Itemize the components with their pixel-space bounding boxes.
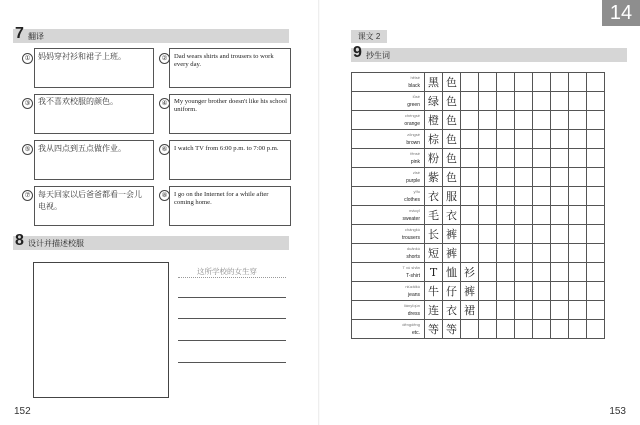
- translate-text-8: I go on the Internet for a while after coming home.: [174, 191, 269, 206]
- practice-cell[interactable]: [497, 244, 515, 263]
- translate-text-5: 我从四点到五点做作业。: [38, 144, 126, 153]
- practice-cell[interactable]: [551, 149, 569, 168]
- lesson-tab: 课文 2: [351, 30, 387, 43]
- vocab-pinyin: zǐsè: [412, 170, 420, 175]
- uniform-drawing-box[interactable]: [33, 262, 169, 398]
- vocab-label: [352, 73, 425, 92]
- vocab-english: dress: [407, 311, 420, 317]
- practice-cell[interactable]: [479, 225, 497, 244]
- practice-cell[interactable]: [569, 168, 587, 187]
- vocab-english: shorts: [406, 254, 420, 260]
- practice-cell[interactable]: [551, 320, 569, 339]
- vocab-character: 黑: [425, 73, 443, 92]
- prompt-underline: [178, 277, 286, 278]
- practice-cell[interactable]: [569, 320, 587, 339]
- practice-cell[interactable]: [461, 73, 479, 92]
- practice-cell[interactable]: [587, 263, 605, 282]
- practice-cell[interactable]: [587, 244, 605, 263]
- item-number-4: ④: [159, 98, 170, 109]
- writing-line-2[interactable]: [178, 318, 286, 319]
- vocab-character: 裤: [443, 225, 461, 244]
- vocab-english: brown: [406, 140, 420, 146]
- vocab-pinyin: T xù shān: [402, 265, 420, 270]
- vocab-character: 长: [425, 225, 443, 244]
- section-7-number: 7: [15, 25, 24, 42]
- practice-cell[interactable]: [533, 187, 551, 206]
- vocab-pinyin: niúzǎikù: [405, 284, 420, 289]
- practice-cell[interactable]: [461, 225, 479, 244]
- practice-cell[interactable]: [551, 130, 569, 149]
- vocab-character: 色: [443, 73, 461, 92]
- vocab-character: 裙: [461, 301, 479, 320]
- vocab-pinyin: lǜsè: [412, 94, 420, 99]
- practice-cell[interactable]: [479, 206, 497, 225]
- vocab-character: 色: [443, 92, 461, 111]
- translate-text-1: 妈妈穿衬衫和裙子上班。: [38, 52, 126, 61]
- practice-cell[interactable]: [587, 149, 605, 168]
- practice-cell[interactable]: [461, 130, 479, 149]
- item-number-1: ①: [22, 53, 33, 64]
- practice-cell[interactable]: [497, 168, 515, 187]
- practice-cell[interactable]: [461, 206, 479, 225]
- vocab-row: [352, 263, 605, 282]
- section-9-number: 9: [353, 44, 362, 61]
- practice-cell[interactable]: [587, 168, 605, 187]
- practice-cell[interactable]: [587, 282, 605, 301]
- practice-cell[interactable]: [461, 187, 479, 206]
- practice-cell[interactable]: [497, 92, 515, 111]
- practice-cell[interactable]: [569, 225, 587, 244]
- vocab-row: [352, 168, 605, 187]
- vocab-english: jeans: [408, 292, 420, 298]
- practice-cell[interactable]: [533, 92, 551, 111]
- vocab-character: 粉: [425, 149, 443, 168]
- vocab-english: purple: [406, 178, 420, 184]
- practice-cell[interactable]: [515, 225, 533, 244]
- translate-text-4: My younger brother doesn't like his school uniform.: [174, 98, 287, 113]
- practice-cell[interactable]: [515, 206, 533, 225]
- item-number-8: ⑧: [159, 190, 170, 201]
- practice-cell[interactable]: [587, 206, 605, 225]
- vocab-character: 衫: [461, 263, 479, 282]
- practice-cell[interactable]: [533, 301, 551, 320]
- practice-cell[interactable]: [479, 111, 497, 130]
- section-8-number: 8: [15, 232, 24, 249]
- vocab-row: [352, 111, 605, 130]
- vocab-character: 色: [443, 168, 461, 187]
- vocab-pinyin: máoyī: [409, 208, 420, 213]
- vocab-english: T-shirt: [406, 273, 420, 279]
- practice-cell[interactable]: [515, 168, 533, 187]
- vocab-pinyin: fěnsè: [410, 151, 420, 156]
- practice-cell[interactable]: [515, 130, 533, 149]
- practice-cell[interactable]: [497, 282, 515, 301]
- practice-cell[interactable]: [461, 320, 479, 339]
- vocab-character: 服: [443, 187, 461, 206]
- vocab-label: [352, 263, 425, 282]
- section-7-header: [13, 25, 289, 43]
- vocab-character: 等: [425, 320, 443, 339]
- practice-cell[interactable]: [569, 149, 587, 168]
- vocab-row: [352, 301, 605, 320]
- vocab-pinyin: děngděng: [402, 322, 420, 327]
- vocab-pinyin: chángkù: [404, 227, 420, 232]
- practice-cell[interactable]: [551, 206, 569, 225]
- practice-cell[interactable]: [587, 301, 605, 320]
- practice-cell[interactable]: [497, 130, 515, 149]
- vocab-character: 裤: [443, 244, 461, 263]
- vocab-label: [352, 244, 425, 263]
- section-9-header: [351, 44, 627, 62]
- vocab-label: [352, 111, 425, 130]
- vocab-english: etc.: [411, 330, 420, 336]
- vocab-row: [352, 187, 605, 206]
- page-number-left: 152: [14, 406, 31, 417]
- practice-cell[interactable]: [461, 244, 479, 263]
- vocab-label: [352, 225, 425, 244]
- practice-cell[interactable]: [533, 168, 551, 187]
- practice-cell[interactable]: [569, 206, 587, 225]
- practice-cell[interactable]: [479, 301, 497, 320]
- vocab-label: [352, 92, 425, 111]
- practice-cell[interactable]: [461, 149, 479, 168]
- practice-cell[interactable]: [515, 263, 533, 282]
- practice-cell[interactable]: [479, 92, 497, 111]
- vocab-pinyin: liányīqún: [403, 303, 420, 308]
- description-prompt: 这所学校的女生穿: [197, 267, 257, 276]
- vocab-english: orange: [404, 121, 420, 127]
- vocab-label: [352, 168, 425, 187]
- vocab-character: 毛: [425, 206, 443, 225]
- vocab-label: [352, 320, 425, 339]
- practice-cell[interactable]: [587, 320, 605, 339]
- vocab-english: trousers: [401, 235, 420, 241]
- practice-cell[interactable]: [533, 149, 551, 168]
- page-number-right: 153: [609, 406, 626, 417]
- vocab-row: [352, 73, 605, 92]
- writing-line-1[interactable]: [178, 297, 286, 298]
- practice-cell[interactable]: [551, 168, 569, 187]
- practice-cell[interactable]: [461, 92, 479, 111]
- vocab-english: pink: [410, 159, 420, 165]
- section-7-title: 翻译: [28, 32, 44, 41]
- translate-text-7: 每天回家以后爸爸都看一会儿电视。: [38, 190, 142, 211]
- vocab-row: [352, 282, 605, 301]
- vocab-character: 紫: [425, 168, 443, 187]
- practice-cell[interactable]: [587, 187, 605, 206]
- practice-cell[interactable]: [587, 92, 605, 111]
- practice-cell[interactable]: [587, 225, 605, 244]
- section-9-title: 抄生词: [366, 51, 390, 60]
- practice-cell[interactable]: [497, 206, 515, 225]
- vocab-character: 橙: [425, 111, 443, 130]
- vocab-row: [352, 244, 605, 263]
- practice-cell[interactable]: [515, 282, 533, 301]
- vocab-row: [352, 130, 605, 149]
- practice-cell[interactable]: [497, 149, 515, 168]
- practice-cell[interactable]: [479, 130, 497, 149]
- practice-cell[interactable]: [569, 301, 587, 320]
- practice-cell[interactable]: [479, 320, 497, 339]
- vocab-pinyin: zōngsè: [407, 132, 420, 137]
- item-number-3: ③: [22, 98, 33, 109]
- vocab-english: black: [408, 83, 420, 89]
- practice-cell[interactable]: [533, 282, 551, 301]
- vocab-pinyin: yīfu: [413, 189, 420, 194]
- vocab-character: 衣: [443, 301, 461, 320]
- practice-cell[interactable]: [551, 301, 569, 320]
- practice-cell[interactable]: [533, 111, 551, 130]
- practice-cell[interactable]: [569, 130, 587, 149]
- practice-cell[interactable]: [479, 187, 497, 206]
- item-number-2: ②: [159, 53, 170, 64]
- vocab-character: 色: [443, 149, 461, 168]
- practice-cell[interactable]: [497, 187, 515, 206]
- item-number-7: ⑦: [22, 190, 33, 201]
- translate-text-6: I watch TV from 6:00 p.m. to 7:00 p.m.: [174, 145, 279, 152]
- practice-cell[interactable]: [551, 244, 569, 263]
- practice-cell[interactable]: [497, 320, 515, 339]
- practice-cell[interactable]: [461, 168, 479, 187]
- vocab-character: 色: [443, 130, 461, 149]
- practice-cell[interactable]: [551, 282, 569, 301]
- practice-cell[interactable]: [479, 73, 497, 92]
- vocab-row: [352, 149, 605, 168]
- practice-cell[interactable]: [551, 92, 569, 111]
- practice-cell[interactable]: [587, 111, 605, 130]
- section-8-header: [13, 232, 289, 250]
- practice-cell[interactable]: [569, 282, 587, 301]
- practice-cell[interactable]: [551, 73, 569, 92]
- vocab-label: [352, 301, 425, 320]
- practice-cell[interactable]: [515, 149, 533, 168]
- translate-text-3: 我不喜欢校服的颜色。: [38, 97, 118, 106]
- practice-cell[interactable]: [533, 130, 551, 149]
- practice-cell[interactable]: [533, 206, 551, 225]
- vocab-grid: [351, 72, 605, 339]
- practice-cell[interactable]: [533, 244, 551, 263]
- practice-cell[interactable]: [479, 149, 497, 168]
- vocab-english: clothes: [404, 197, 420, 203]
- vocab-character: 连: [425, 301, 443, 320]
- practice-cell[interactable]: [515, 244, 533, 263]
- practice-cell[interactable]: [533, 263, 551, 282]
- vocab-pinyin: duǎnkù: [406, 246, 420, 251]
- vocab-character: 衣: [443, 206, 461, 225]
- vocab-character: 仔: [443, 282, 461, 301]
- vocab-character: 绿: [425, 92, 443, 111]
- vocab-label: [352, 149, 425, 168]
- practice-cell[interactable]: [479, 244, 497, 263]
- practice-cell[interactable]: [533, 320, 551, 339]
- practice-cell[interactable]: [551, 225, 569, 244]
- practice-cell[interactable]: [569, 92, 587, 111]
- practice-cell[interactable]: [497, 111, 515, 130]
- vocab-label: [352, 206, 425, 225]
- vocab-label: [352, 130, 425, 149]
- vocab-row: [352, 320, 605, 339]
- writing-line-4[interactable]: [178, 362, 286, 363]
- vocab-row: [352, 92, 605, 111]
- practice-cell[interactable]: [497, 263, 515, 282]
- practice-cell[interactable]: [587, 130, 605, 149]
- chapter-tab: 14: [602, 0, 640, 26]
- vocab-pinyin: hēisè: [410, 75, 420, 80]
- vocab-character: 裤: [461, 282, 479, 301]
- practice-cell[interactable]: [533, 73, 551, 92]
- practice-cell[interactable]: [461, 111, 479, 130]
- vocab-english: sweater: [402, 216, 420, 222]
- vocab-row: [352, 206, 605, 225]
- practice-cell[interactable]: [515, 92, 533, 111]
- practice-cell[interactable]: [569, 187, 587, 206]
- practice-cell[interactable]: [497, 73, 515, 92]
- item-number-6: ⑥: [159, 144, 170, 155]
- practice-cell[interactable]: [515, 320, 533, 339]
- vocab-row: [352, 225, 605, 244]
- practice-cell[interactable]: [479, 168, 497, 187]
- vocab-label: [352, 282, 425, 301]
- practice-cell[interactable]: [515, 73, 533, 92]
- practice-cell[interactable]: [515, 111, 533, 130]
- section-8-title: 设计并描述校服: [28, 239, 84, 248]
- practice-cell[interactable]: [569, 73, 587, 92]
- vocab-character: 短: [425, 244, 443, 263]
- practice-cell[interactable]: [551, 187, 569, 206]
- vocab-character: 牛: [425, 282, 443, 301]
- practice-cell[interactable]: [497, 301, 515, 320]
- practice-cell[interactable]: [569, 244, 587, 263]
- vocab-character: T: [425, 263, 443, 282]
- vocab-english: green: [407, 102, 420, 108]
- vocab-label: [352, 187, 425, 206]
- vocab-character: 棕: [425, 130, 443, 149]
- practice-cell[interactable]: [533, 225, 551, 244]
- vocab-character: 色: [443, 111, 461, 130]
- vocab-character: 等: [443, 320, 461, 339]
- practice-cell[interactable]: [551, 111, 569, 130]
- vocab-pinyin: chéngsè: [404, 113, 420, 118]
- practice-cell[interactable]: [551, 263, 569, 282]
- translate-text-2: Dad wears shirts and trousers to work every day.: [174, 53, 274, 68]
- practice-cell[interactable]: [479, 263, 497, 282]
- practice-cell[interactable]: [515, 187, 533, 206]
- practice-cell[interactable]: [515, 301, 533, 320]
- practice-cell[interactable]: [497, 225, 515, 244]
- item-number-5: ⑤: [22, 144, 33, 155]
- practice-cell[interactable]: [587, 73, 605, 92]
- practice-cell[interactable]: [569, 263, 587, 282]
- vocab-character: 恤: [443, 263, 461, 282]
- practice-cell[interactable]: [479, 282, 497, 301]
- vocab-character: 衣: [425, 187, 443, 206]
- practice-cell[interactable]: [569, 111, 587, 130]
- writing-line-3[interactable]: [178, 340, 286, 341]
